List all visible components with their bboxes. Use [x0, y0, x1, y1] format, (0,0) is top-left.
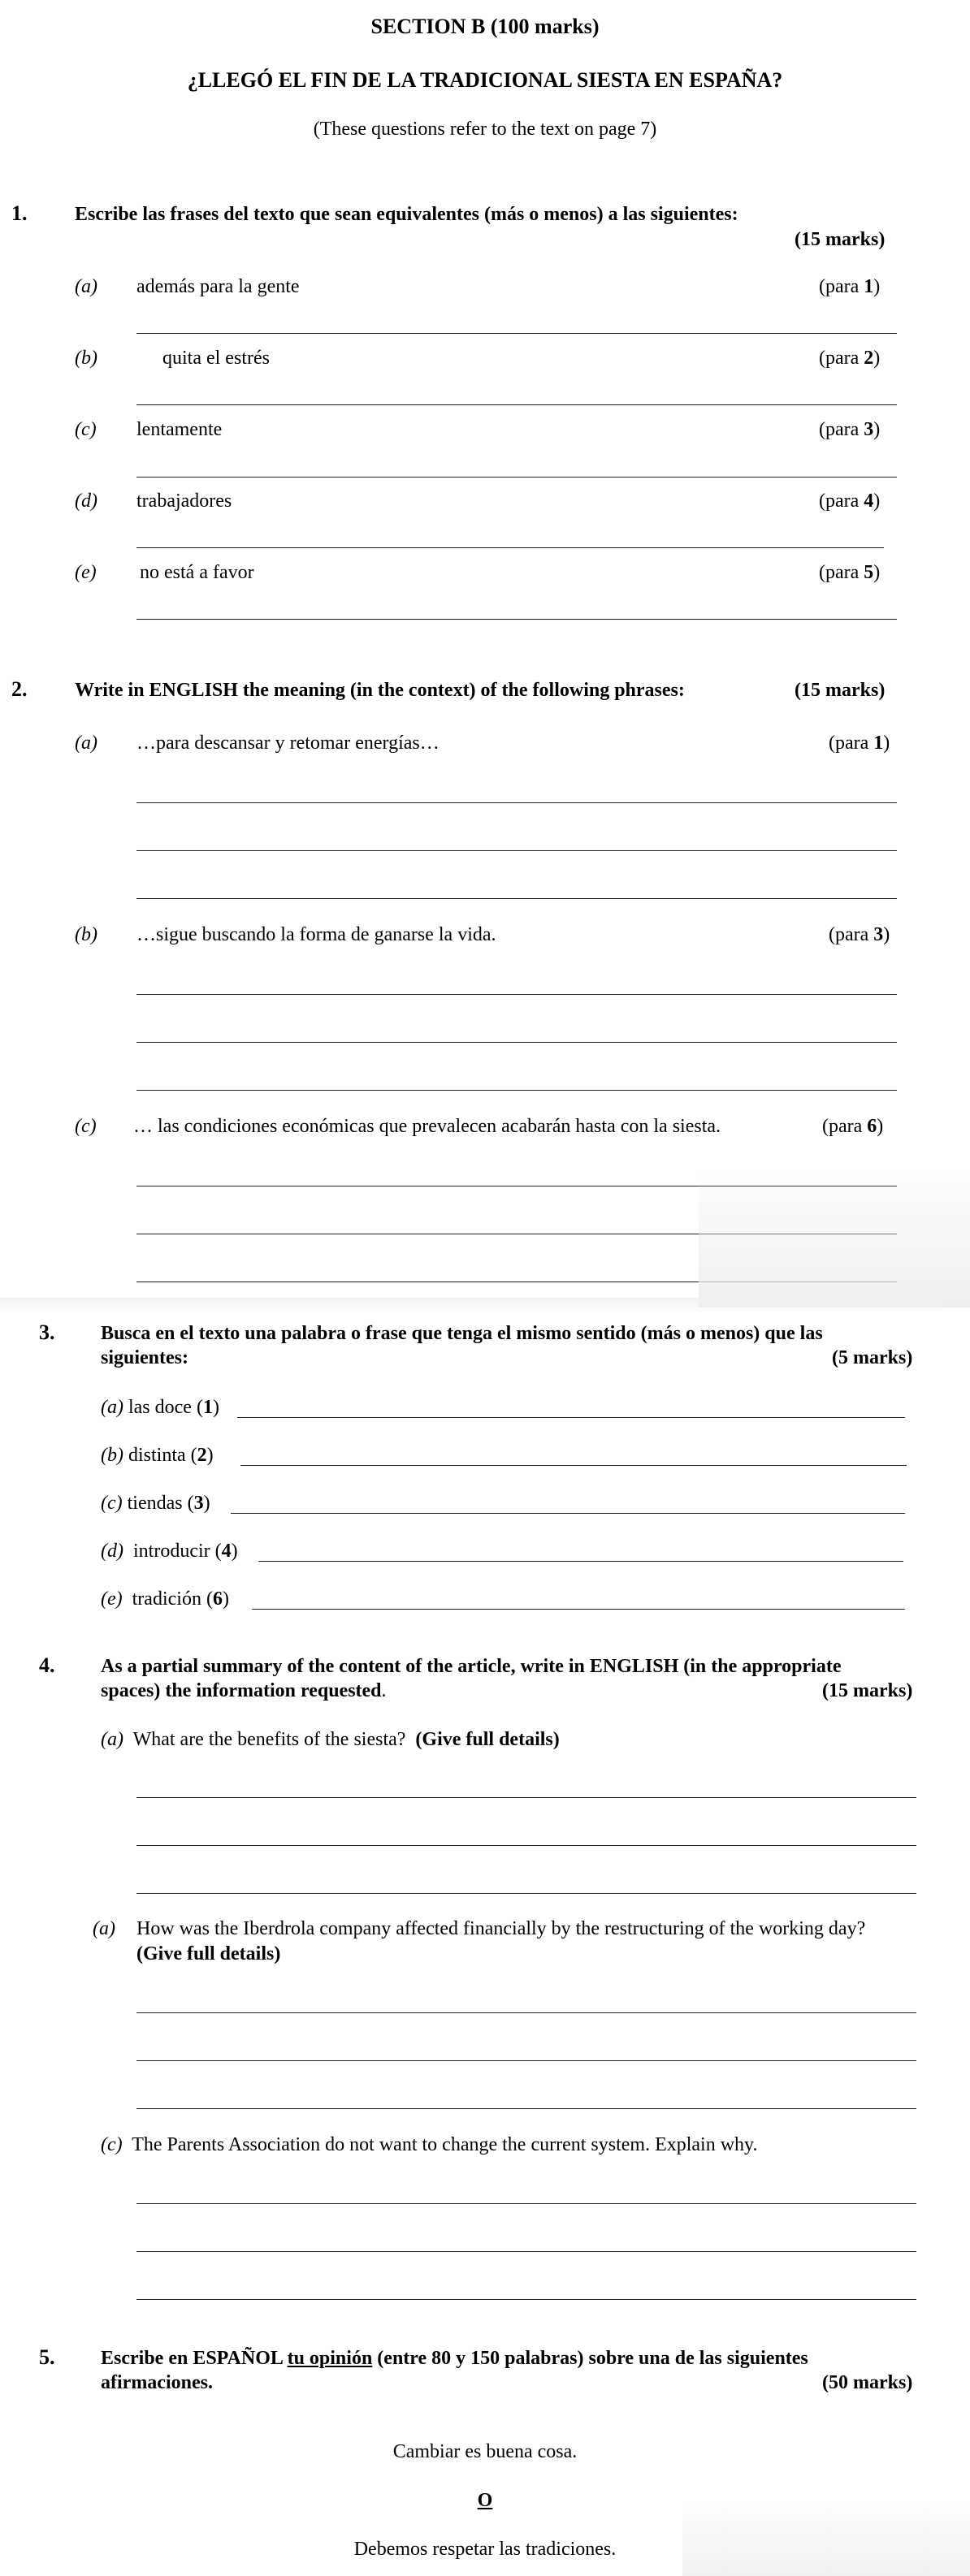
- text-span: spaces) the information requested: [101, 1680, 382, 1701]
- text-span: (: [829, 924, 835, 945]
- para-reference: [822, 1116, 883, 1138]
- text-span: 4: [864, 491, 874, 512]
- text-span: (e): [101, 1588, 123, 1610]
- text-span: (: [829, 733, 835, 754]
- text-span: distinta: [128, 1445, 186, 1466]
- text-span: tradición: [132, 1588, 201, 1610]
- text-span: (b): [101, 1445, 123, 1466]
- item-prompt: [101, 1729, 560, 1751]
- text-span: introducir: [132, 1541, 210, 1562]
- answer-line[interactable]: [136, 1893, 916, 1894]
- para-reference: [819, 491, 880, 512]
- text-span: para: [835, 924, 869, 945]
- para-reference: [819, 562, 880, 584]
- para-reference: [819, 276, 880, 298]
- text-span: 6: [212, 1588, 223, 1610]
- item-text: …para descansar y retomar energías…: [136, 733, 440, 754]
- underlined-phrase: tu opinión: [287, 2348, 373, 2369]
- item-text: además para la gente: [136, 276, 300, 297]
- text-span: para: [825, 491, 860, 512]
- question-1-number: 1.: [11, 201, 28, 225]
- question-2-marks: (15 marks): [795, 680, 886, 701]
- item-label: (b): [75, 924, 97, 945]
- item-prompt: [101, 1541, 238, 1562]
- answer-line[interactable]: [258, 1561, 903, 1562]
- scan-shadow: [682, 2501, 970, 2576]
- text-span: 1: [202, 1397, 213, 1418]
- answer-line[interactable]: [136, 2060, 916, 2061]
- question-3-prompt-line2: siguientes:: [101, 1347, 188, 1368]
- text-span: ): [212, 1397, 219, 1418]
- text-span: ): [873, 419, 881, 440]
- text-span: ): [877, 1116, 884, 1137]
- answer-line[interactable]: [237, 1417, 905, 1418]
- text-span: para: [835, 733, 869, 754]
- answer-line[interactable]: [136, 994, 897, 995]
- text-span: para: [825, 562, 860, 583]
- question-5-prompt-line2: afirmaciones.: [101, 2372, 213, 2393]
- text-span: para: [825, 348, 860, 369]
- text-span: (: [819, 348, 825, 369]
- question-5-number: 5.: [39, 2345, 55, 2369]
- statement-1: Cambiar es buena cosa.: [392, 2441, 578, 2462]
- text-span: (: [819, 419, 825, 440]
- text-span: ): [873, 348, 881, 369]
- question-2-number: 2.: [11, 677, 28, 701]
- text-span: para: [825, 276, 860, 297]
- answer-line[interactable]: [136, 1042, 897, 1043]
- text-span: (: [196, 1397, 203, 1418]
- item-extra: (Give full details): [136, 1943, 281, 1964]
- question-4-marks: (15 marks): [822, 1680, 913, 1701]
- statement-2: Debemos respetar las tradiciones.: [353, 2539, 617, 2560]
- text-span: las doce: [128, 1397, 192, 1418]
- item-prompt: [101, 1445, 214, 1467]
- text-span: (: [819, 491, 825, 512]
- text-span: What are the benefits of the siesta?: [132, 1729, 406, 1750]
- item-prompt: [101, 1588, 229, 1610]
- text-span: (: [214, 1541, 222, 1562]
- text-span: 1: [873, 733, 884, 754]
- text-span: 2: [864, 348, 874, 369]
- question-1-prompt: Escribe las frases del texto que sean equivalentes (más o menos) a las siguientes:: [75, 204, 738, 225]
- answer-line[interactable]: [136, 547, 884, 548]
- answer-line[interactable]: [136, 2251, 916, 2252]
- question-3-prompt-line1: Busca en el texto una palabra o frase que tenga el mismo sentido (más o menos) que las: [101, 1323, 823, 1344]
- answer-line[interactable]: [136, 850, 897, 851]
- text-span: Escribe en ESPAÑOL: [101, 2348, 288, 2369]
- text-span: 1: [864, 276, 874, 297]
- item-label: (e): [75, 562, 97, 583]
- text-span: (entre 80 y 150 palabras) sobre una de las siguientes: [372, 2348, 808, 2369]
- item-prompt: [101, 1493, 210, 1515]
- text-span: (d): [101, 1541, 123, 1562]
- question-2-prompt: Write in ENGLISH the meaning (in the context) of the following phrases:: [75, 680, 685, 701]
- answer-line[interactable]: [136, 2299, 916, 2300]
- para-reference: [819, 348, 880, 370]
- question-4-prompt-line1: As a partial summary of the content of the article, write in ENGLISH (in the appropriate: [101, 1656, 842, 1677]
- section-heading: SECTION B (100 marks): [370, 15, 600, 38]
- question-3-marks: (5 marks): [832, 1347, 913, 1368]
- answer-line[interactable]: [136, 1090, 897, 1091]
- item-text: lentamente: [136, 419, 223, 440]
- answer-line[interactable]: [136, 619, 897, 620]
- text-span: ): [873, 276, 881, 297]
- answer-line[interactable]: [136, 2203, 916, 2204]
- answer-line[interactable]: [136, 802, 897, 803]
- answer-line[interactable]: [136, 477, 897, 478]
- scan-shadow: [699, 1169, 970, 1307]
- text-span: para: [825, 419, 860, 440]
- text-span: 3: [864, 419, 874, 440]
- text-span: ): [231, 1541, 238, 1562]
- text-span: (: [822, 1116, 829, 1137]
- item-prompt: [101, 2134, 758, 2156]
- item-label: (c): [75, 419, 97, 440]
- answer-line[interactable]: [136, 333, 897, 334]
- text-span: 2: [197, 1445, 207, 1466]
- para-reference: [829, 733, 890, 754]
- text-span: ): [222, 1588, 229, 1610]
- text-span: ): [883, 924, 890, 945]
- text-span: (a): [101, 1397, 123, 1418]
- text-span: tiendas: [127, 1493, 183, 1514]
- text-span: 4: [221, 1541, 232, 1562]
- answer-line[interactable]: [136, 898, 897, 899]
- para-reference: [819, 419, 880, 441]
- text-span: (: [187, 1493, 194, 1514]
- text-span: ): [883, 733, 890, 754]
- item-text: … las condiciones económicas que prevalecen acabarán hasta con la siesta.: [133, 1116, 721, 1137]
- answer-line[interactable]: [252, 1609, 905, 1610]
- answer-line[interactable]: [231, 1513, 905, 1514]
- answer-line[interactable]: [136, 2012, 916, 2013]
- text-span: ): [873, 491, 881, 512]
- text-span: ): [206, 1445, 214, 1466]
- question-5-prompt-line1: [101, 2348, 808, 2370]
- item-label: (a): [75, 733, 97, 754]
- text-span: para: [829, 1116, 863, 1137]
- question-5-marks: (50 marks): [822, 2372, 913, 2393]
- page-reference-note: (These questions refer to the text on page 7): [313, 119, 657, 140]
- question-3-number: 3.: [39, 1320, 55, 1344]
- text-span: (Give full details): [415, 1729, 560, 1750]
- item-prompt: [101, 1397, 219, 1419]
- text-span: (: [190, 1445, 197, 1466]
- item-label: (d): [75, 491, 97, 512]
- answer-line[interactable]: [136, 1845, 916, 1846]
- text-span: ): [873, 562, 881, 583]
- text-span: (a): [101, 1729, 123, 1750]
- item-text: …sigue buscando la forma de ganarse la vida.: [136, 924, 496, 945]
- page-seam: [0, 1298, 942, 1312]
- item-text: trabajadores: [136, 491, 232, 512]
- answer-line[interactable]: [136, 1797, 916, 1798]
- text-span: 3: [873, 924, 884, 945]
- item-label: (c): [75, 1116, 97, 1137]
- text-span: 3: [193, 1493, 204, 1514]
- answer-line[interactable]: [136, 404, 897, 405]
- text-span: (: [819, 562, 825, 583]
- text-span: (c): [101, 1493, 123, 1514]
- item-text: no está a favor: [140, 562, 254, 583]
- or-separator: O: [477, 2490, 493, 2511]
- text-span: The Parents Association do not want to change the current system. Explain why.: [132, 2134, 758, 2155]
- answer-line[interactable]: [240, 1465, 907, 1466]
- question-4-prompt-line2: [101, 1680, 387, 1702]
- para-reference: [829, 924, 890, 946]
- item-label: (a): [75, 276, 97, 297]
- question-1-marks: (15 marks): [795, 229, 886, 250]
- answer-line[interactable]: [136, 2108, 916, 2109]
- text-span: ): [203, 1493, 210, 1514]
- text-span: 6: [867, 1116, 877, 1137]
- item-label: (b): [75, 348, 97, 369]
- question-4-number: 4.: [39, 1653, 55, 1677]
- text-span: .: [381, 1680, 387, 1701]
- text-span: (c): [101, 2134, 123, 2155]
- item-label: (a): [93, 1918, 115, 1939]
- item-text: How was the Iberdrola company affected financially by the restructuring of the working day?: [136, 1918, 866, 1939]
- text-span: (: [206, 1588, 213, 1610]
- text-span: (: [819, 276, 825, 297]
- item-text: quita el estrés: [162, 348, 270, 369]
- article-title: ¿LLEGÓ EL FIN DE LA TRADICIONAL SIESTA EN ESPAÑA?: [187, 68, 783, 92]
- text-span: 5: [864, 562, 874, 583]
